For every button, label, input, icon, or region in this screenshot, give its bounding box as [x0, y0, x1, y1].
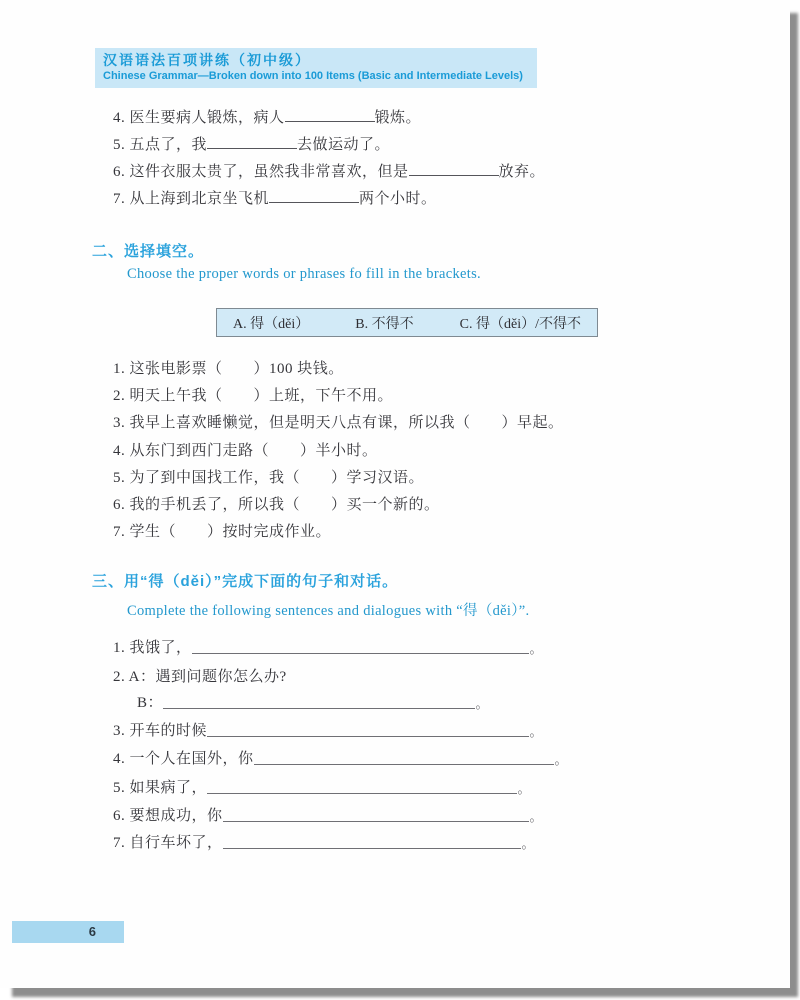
- fill-blank-line: [207, 148, 297, 149]
- exercise-item: 6. 我的手机丢了，所以我（ ）买一个新的。: [113, 497, 440, 513]
- fill-blank-line: [163, 708, 475, 709]
- item-text-post: 。: [554, 752, 568, 767]
- book-title-zh: 汉语语法百项讲练（初中级）: [103, 52, 311, 68]
- option-b: B. 不得不: [355, 316, 414, 332]
- fill-blank-line: [207, 736, 529, 737]
- fill-blank-line: [254, 764, 555, 765]
- exercise-item: 1. 这张电影票（ ）100 块钱。: [113, 361, 344, 377]
- item-text-post: 。: [475, 696, 489, 711]
- item-text-post: 。: [529, 641, 543, 656]
- item-text-pre: 4. 一个人在国外，你: [113, 751, 254, 767]
- exercise-item: [113, 776, 531, 797]
- exercise-item: [113, 106, 421, 127]
- page-number: 6: [88, 924, 96, 939]
- section2-instruction: Choose the proper words or phrases fo fill in the brackets.: [127, 266, 481, 282]
- item-text-pre: 6. 要想成功，你: [113, 808, 223, 824]
- item-text-pre: 7. 从上海到北京坐飞机: [113, 191, 270, 207]
- book-title-en: Chinese Grammar—Broken down into 100 Items (Basic and Intermediate Levels): [103, 70, 523, 82]
- exercise-item: [113, 747, 568, 768]
- fill-blank-line: [223, 821, 530, 822]
- exercise-item: 5. 为了到中国找工作，我（ ）学习汉语。: [113, 470, 425, 486]
- exercise-item: 4. 从东门到西门走路（ ）半小时。: [113, 443, 378, 459]
- exercise-item: [113, 636, 543, 657]
- item-text-post: 。: [517, 781, 531, 796]
- fill-blank-line: [207, 793, 517, 794]
- exercise-item: [113, 804, 543, 825]
- fill-blank-line: [223, 848, 522, 849]
- answer-options-box: [216, 308, 598, 337]
- exercise-item: 2. 明天上午我（ ）上班，下午不用。: [113, 388, 394, 404]
- exercise-item: [113, 133, 390, 154]
- item-text-pre: 5. 五点了，我: [113, 137, 208, 153]
- page-header: [95, 48, 537, 88]
- item-text-post: 。: [529, 724, 543, 739]
- section3-heading: 三、用“得（děi）”完成下面的句子和对话。: [92, 573, 399, 590]
- item-text-pre: B：: [137, 695, 164, 711]
- option-a: A. 得（děi）: [233, 316, 310, 332]
- exercise-item: 2. A：遇到问题你怎么办?: [113, 669, 287, 685]
- exercise-item: [113, 831, 535, 852]
- fill-blank-line: [285, 121, 375, 122]
- page-number-strip: [12, 921, 124, 943]
- fill-blank-line: [409, 175, 499, 176]
- item-text-post: 。: [529, 809, 543, 824]
- item-text-post: 。: [521, 836, 535, 851]
- item-text-post: 放弃。: [498, 164, 546, 180]
- fill-blank-line: [269, 202, 359, 203]
- exercise-item: 7. 学生（ ）按时完成作业。: [113, 524, 332, 540]
- item-text-pre: 7. 自行车坏了，: [113, 835, 223, 851]
- exercise-item: [113, 160, 545, 181]
- item-text-post: 锻炼。: [374, 110, 422, 126]
- option-c: C. 得（děi）/不得不: [459, 316, 581, 332]
- section2-heading: 二、选择填空。: [92, 243, 205, 260]
- item-text-post: 去做运动了。: [297, 137, 391, 153]
- item-text-pre: 1. 我饿了，: [113, 640, 192, 656]
- exercise-item: [113, 719, 543, 740]
- item-text-pre: 3. 开车的时候: [113, 723, 208, 739]
- exercise-item: 3. 我早上喜欢睡懒觉，但是明天八点有课，所以我（ ）早起。: [113, 415, 564, 431]
- section3-instruction: Complete the following sentences and dialogues with “得（děi）”.: [127, 603, 530, 619]
- exercise-item: [137, 691, 489, 712]
- fill-blank-line: [192, 653, 530, 654]
- item-text-pre: 6. 这件衣服太贵了，虽然我非常喜欢，但是: [113, 164, 409, 180]
- item-text-post: 两个小时。: [359, 191, 437, 207]
- item-text-pre: 5. 如果病了，: [113, 780, 208, 796]
- item-text-pre: 4. 医生要病人锻炼，病人: [113, 110, 285, 126]
- exercise-item: [113, 187, 437, 208]
